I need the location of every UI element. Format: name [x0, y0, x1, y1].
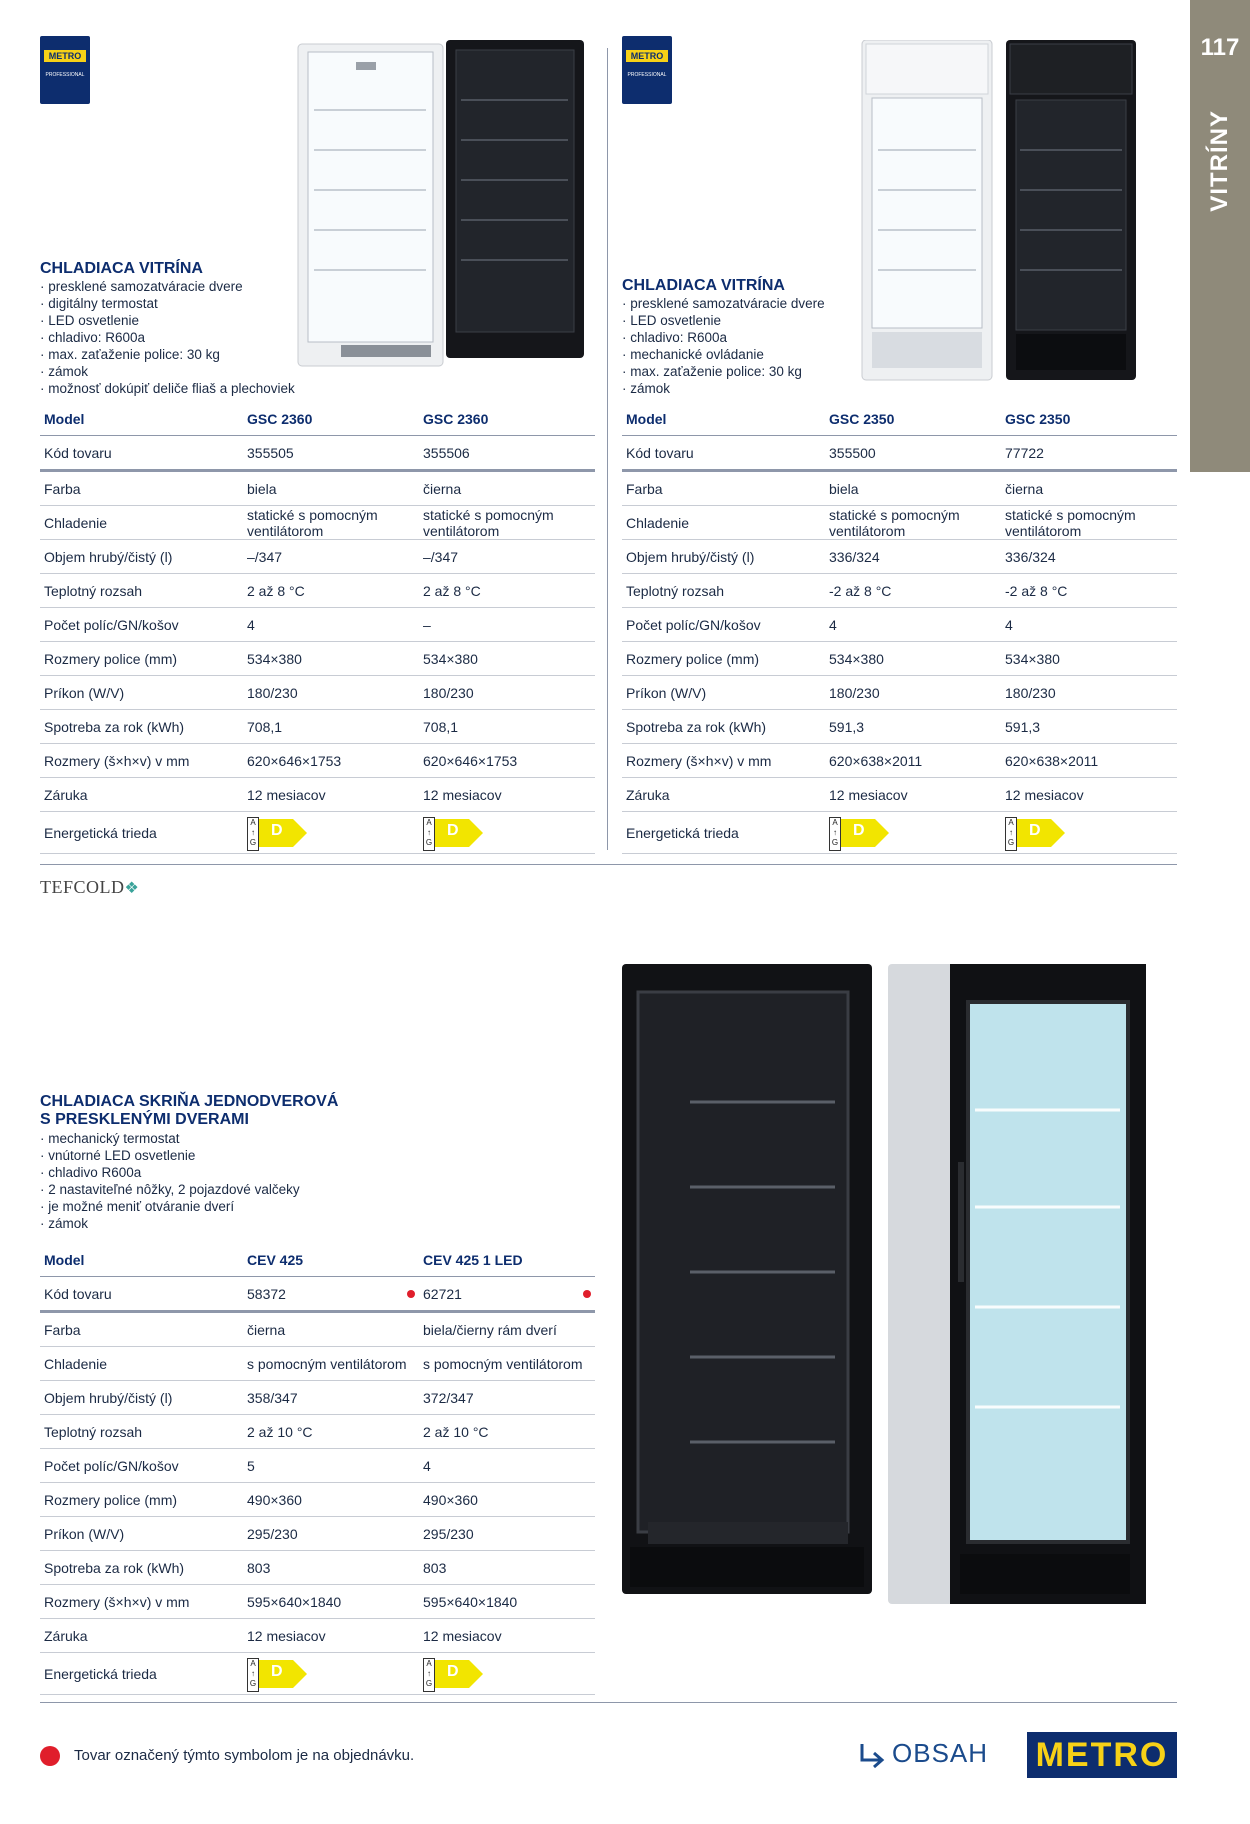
energy-label-badge: A ↑ G D: [247, 817, 309, 849]
table-row: Počet políc/GN/košov 4 4: [622, 608, 1177, 642]
table-row: Spotreba za rok (kWh) 591,3 591,3: [622, 710, 1177, 744]
product3-features: [40, 1130, 300, 1232]
footer-note: Tovar označený týmto symbolom je na objednávku.: [74, 1747, 415, 1764]
table-row: Teplotný rozsah 2 až 10 °C 2 až 10 °C: [40, 1415, 595, 1449]
table-row-energy: Energetická trieda A ↑ G D A ↑ G D: [622, 812, 1177, 854]
on-order-dot-icon: [40, 1746, 60, 1766]
table-row: Príkon (W/V) 180/230 180/230: [622, 676, 1177, 710]
on-order-dot-icon: [407, 1290, 415, 1298]
table-header-row: Model GSC 2350 GSC 2350: [622, 402, 1177, 436]
table-row: Záruka 12 mesiacov 12 mesiacov: [40, 778, 595, 812]
product-image-gsc2350: [860, 40, 1140, 385]
metro-professional-badge: METRO PROFESSIONAL: [622, 36, 672, 104]
table-row: Objem hrubý/čistý (l) –/347 –/347: [40, 540, 595, 574]
product1-title: CHLADIACA VITRÍNA: [40, 260, 203, 277]
table-row: Teplotný rozsah -2 až 8 °C -2 až 8 °C: [622, 574, 1177, 608]
feature-item: · je možné meniť otváranie dverí: [40, 1198, 300, 1215]
footer-divider: [40, 1702, 1177, 1703]
product2-features: [622, 295, 825, 397]
energy-label-badge: A ↑ G D: [423, 817, 485, 849]
feature-item: · presklené samozatváracie dvere: [40, 278, 295, 295]
table-row: Záruka 12 mesiacov 12 mesiacov: [40, 1619, 595, 1653]
table-row: Farba biela čierna: [622, 471, 1177, 506]
product3-spec-table: [40, 1243, 595, 1695]
energy-label-badge: A ↑ G D: [423, 1658, 485, 1690]
feature-item: · vnútorné LED osvetlenie: [40, 1147, 300, 1164]
feature-item: · mechanický termostat: [40, 1130, 300, 1147]
table-row: Spotreba za rok (kWh) 708,1 708,1: [40, 710, 595, 744]
feature-item: · 2 nastaviteľné nôžky, 2 pojazdové valčeky: [40, 1181, 300, 1198]
feature-item: · mechanické ovládanie: [622, 346, 825, 363]
table-row: Kód tovaru 355500 77722: [622, 436, 1177, 471]
feature-item: · chladivo: R600a: [40, 329, 295, 346]
product1-spec-table: [40, 402, 595, 854]
table-header-row: Model CEV 425 CEV 425 1 LED: [40, 1243, 595, 1277]
obsah-label: OBSAH: [892, 1738, 989, 1768]
table-row: Počet políc/GN/košov 4 –: [40, 608, 595, 642]
table-row: Kód tovaru 58372 62721: [40, 1277, 595, 1312]
product-image-gsc2360: [296, 40, 586, 370]
feature-item: · chladivo R600a: [40, 1164, 300, 1181]
table-row: Chladenie statické s pomocným ventilátorom statické s pomocným ventilátorom: [622, 506, 1177, 540]
feature-item: · možnosť dokúpiť deliče fliaš a plechoviek: [40, 380, 295, 397]
table-row: Teplotný rozsah 2 až 8 °C 2 až 8 °C: [40, 574, 595, 608]
feature-item: · LED osvetlenie: [40, 312, 295, 329]
table-row: Objem hrubý/čistý (l) 358/347 372/347: [40, 1381, 595, 1415]
feature-item: · zámok: [622, 380, 825, 397]
tefcold-logo: TEFCOLD❖: [40, 877, 140, 897]
section-label: VITRÍNY: [1206, 110, 1233, 212]
table-row: Príkon (W/V) 295/230 295/230: [40, 1517, 595, 1551]
column-divider: [607, 48, 608, 850]
table-row: Spotreba za rok (kWh) 803 803: [40, 1551, 595, 1585]
metro-professional-badge: METRO PROFESSIONAL: [40, 36, 90, 104]
return-arrow-icon: [856, 1740, 890, 1774]
page-number: 117: [1200, 34, 1240, 61]
feature-item: · max. zaťaženie police: 30 kg: [40, 346, 295, 363]
feature-item: · zámok: [40, 363, 295, 380]
section-tab: [1190, 0, 1250, 472]
table-row: Príkon (W/V) 180/230 180/230: [40, 676, 595, 710]
product1-features: [40, 278, 295, 397]
product3-title: CHLADIACA SKRIŇA JEDNODVEROVÁ S PRESKLENÝMI DVERAMI: [40, 1093, 339, 1128]
table-row-energy: Energetická trieda A ↑ G D A ↑ G D: [40, 812, 595, 854]
table-row: Kód tovaru 355505 355506: [40, 436, 595, 471]
table-row: Chladenie statické s pomocným ventilátorom statické s pomocným ventilátorom: [40, 506, 595, 540]
energy-label-badge: A ↑ G D: [247, 1658, 309, 1690]
energy-label-badge: A ↑ G D: [1005, 817, 1067, 849]
feature-item: · zámok: [40, 1215, 300, 1232]
table-row: Chladenie s pomocným ventilátorom s pomocným ventilátorom: [40, 1347, 595, 1381]
table-row: Rozmery (š×h×v) v mm 620×638×2011 620×638×2011: [622, 744, 1177, 778]
table-row: Rozmery police (mm) 534×380 534×380: [40, 642, 595, 676]
energy-label-badge: A ↑ G D: [829, 817, 891, 849]
table-row: Záruka 12 mesiacov 12 mesiacov: [622, 778, 1177, 812]
table-row: Farba biela čierna: [40, 471, 595, 506]
table-row-energy: Energetická trieda A ↑ G D A ↑ G D: [40, 1653, 595, 1695]
feature-item: · digitálny termostat: [40, 295, 295, 312]
table-row: Rozmery police (mm) 490×360 490×360: [40, 1483, 595, 1517]
product2-title: CHLADIACA VITRÍNA: [622, 277, 785, 294]
section-divider: [40, 864, 1177, 865]
metro-logo[interactable]: METRO: [1027, 1732, 1177, 1778]
feature-item: · chladivo: R600a: [622, 329, 825, 346]
product2-spec-table: [622, 402, 1177, 854]
feature-item: · presklené samozatváracie dvere: [622, 295, 825, 312]
table-row: Farba čierna biela/čierny rám dverí: [40, 1312, 595, 1347]
feature-item: · LED osvetlenie: [622, 312, 825, 329]
feature-item: · max. zaťaženie police: 30 kg: [622, 363, 825, 380]
table-row: Počet políc/GN/košov 5 4: [40, 1449, 595, 1483]
product-image-cev425: [620, 962, 1150, 1612]
table-row: Rozmery police (mm) 534×380 534×380: [622, 642, 1177, 676]
table-row: Objem hrubý/čistý (l) 336/324 336/324: [622, 540, 1177, 574]
on-order-dot-icon: [583, 1290, 591, 1298]
table-row: Rozmery (š×h×v) v mm 595×640×1840 595×640×1840: [40, 1585, 595, 1619]
table-header-row: Model GSC 2360 GSC 2360: [40, 402, 595, 436]
table-row: Rozmery (š×h×v) v mm 620×646×1753 620×646×1753: [40, 744, 595, 778]
